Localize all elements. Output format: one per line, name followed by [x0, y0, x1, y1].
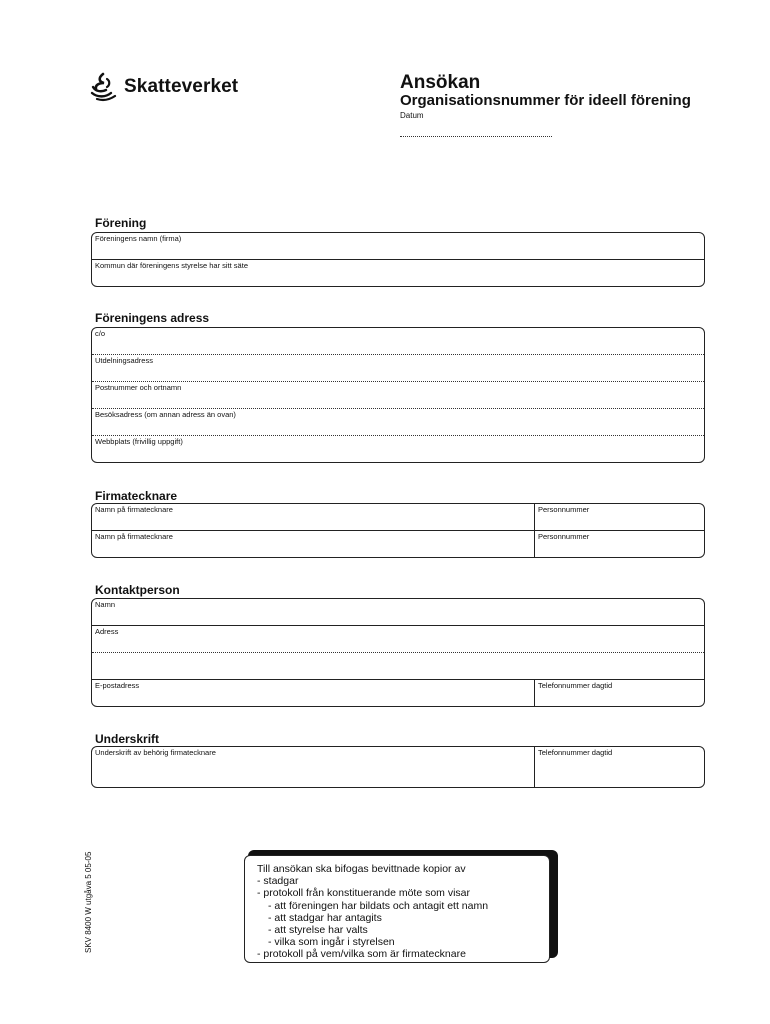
page-title: Ansökan [400, 72, 481, 93]
note-line: - protokoll på vem/vilka som är firmatecknare [257, 948, 466, 961]
note-line: - protokoll från konstituerande möte som visar [257, 887, 471, 900]
field-label: Kommun där föreningens styrelse har sitt säte [95, 261, 248, 270]
field-label: Adress [95, 627, 119, 636]
skatteverket-logo [90, 72, 238, 102]
note-line: - vilka som ingår i styrelsen [268, 936, 395, 949]
field-label: Utdelningsadress [95, 356, 153, 365]
datum-field[interactable] [400, 136, 552, 137]
note-line: - att stadgar har antagits [268, 911, 382, 924]
co-field[interactable] [92, 328, 704, 355]
field-label: Besöksadress (om annan adress än ovan) [95, 410, 236, 419]
field-label: Föreningens namn (firma) [95, 234, 182, 243]
underskrift-box [91, 746, 705, 788]
note-intro: Till ansökan ska bifogas bevittnade kopior av [257, 863, 466, 875]
column-divider [534, 504, 535, 530]
note-line: - stadgar [257, 875, 299, 888]
note-line: - att styrelse har valts [268, 924, 368, 937]
section-title-adress: Föreningens adress [95, 311, 210, 325]
field-label: Namn på firmatecknare [95, 505, 173, 514]
column-divider [534, 747, 535, 788]
note-line: - att föreningen har bildats och antagit ett namn [268, 899, 489, 912]
field-label: Namn på firmatecknare [95, 532, 173, 541]
underskrift-row[interactable] [92, 747, 704, 788]
logo-text: Skatteverket [124, 76, 239, 97]
kontakt-namn-field[interactable] [92, 599, 704, 626]
kontakt-adress-field-2[interactable] [92, 653, 704, 680]
adress-box [91, 327, 705, 463]
firmatecknare-box [91, 503, 705, 558]
postnummer-field[interactable] [92, 382, 704, 409]
forening-kommun-field[interactable] [92, 260, 704, 287]
page-subtitle: Organisationsnummer för ideell förening [400, 92, 691, 109]
column-divider [534, 680, 535, 707]
field-label: Webbplats (frivillig uppgift) [95, 437, 183, 446]
section-title-kontakt: Kontaktperson [95, 583, 180, 597]
section-title-firmatecknare: Firmatecknare [95, 489, 178, 503]
field-label: Telefonnummer dagtid [538, 748, 613, 757]
firmatecknare-row-1 [92, 504, 704, 531]
field-label: E-postadress [95, 681, 140, 690]
webbplats-field[interactable] [92, 436, 704, 463]
datum-label: Datum [400, 111, 424, 120]
attachment-note [244, 855, 550, 963]
besoksadress-field[interactable] [92, 409, 704, 436]
kontakt-adress-field[interactable] [92, 626, 704, 653]
field-label: Namn [95, 600, 116, 609]
utdelningsadress-field[interactable] [92, 355, 704, 382]
column-divider [534, 531, 535, 558]
forening-namn-field[interactable] [92, 233, 704, 260]
field-label: Underskrift av behörig firmatecknare [95, 748, 216, 757]
skatteverket-crown-icon [90, 72, 118, 102]
firmatecknare-row-2 [92, 531, 704, 558]
field-label: c/o [95, 329, 106, 338]
field-label: Personnummer [538, 505, 590, 514]
field-label: Telefonnummer dagtid [538, 681, 613, 690]
field-label: Postnummer och ortnamn [95, 383, 182, 392]
kontakt-box [91, 598, 705, 707]
forening-box [91, 232, 705, 287]
form-id: SKV 8400 W utgåva 5 05-05 [84, 851, 93, 953]
kontakt-row-epost [92, 680, 704, 707]
section-title-underskrift: Underskrift [95, 732, 160, 746]
field-label: Personnummer [538, 532, 590, 541]
section-title-forening: Förening [95, 216, 147, 230]
